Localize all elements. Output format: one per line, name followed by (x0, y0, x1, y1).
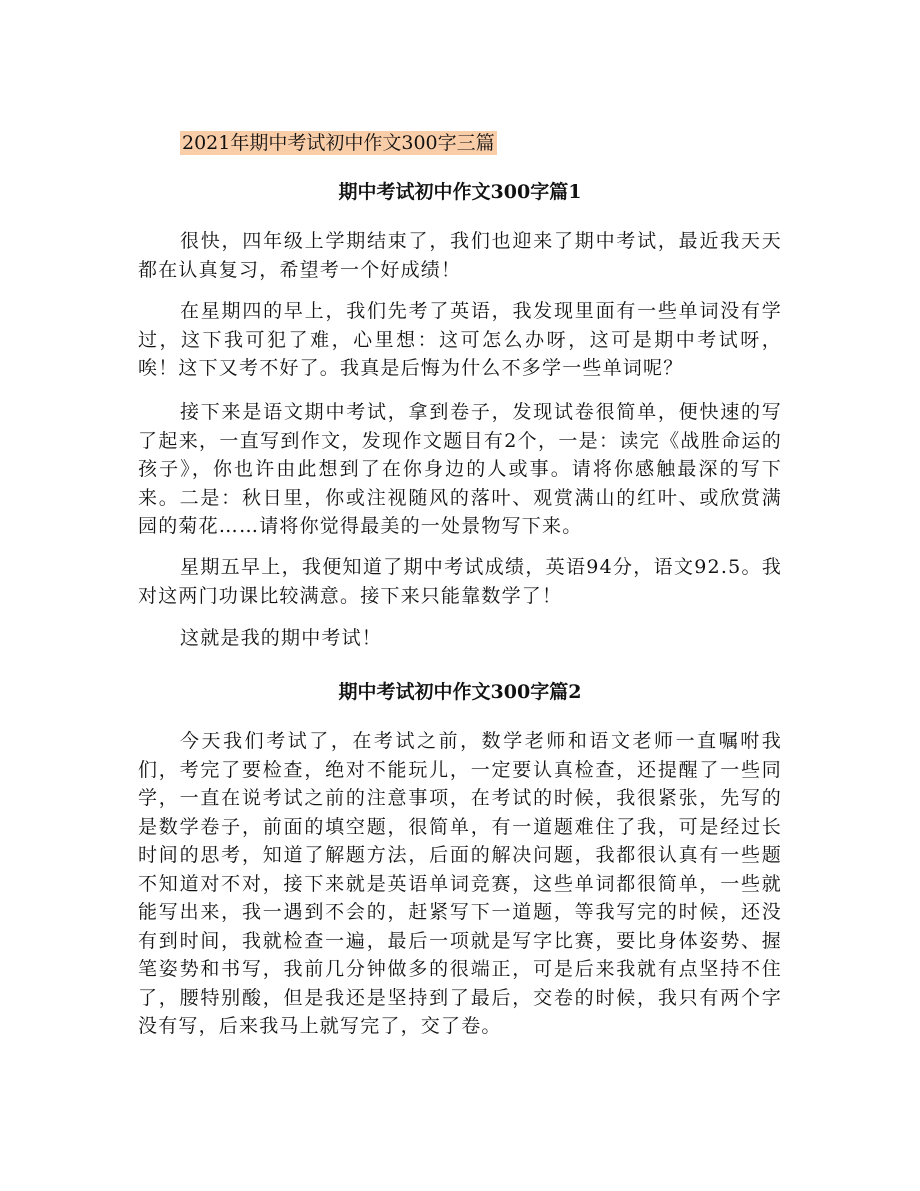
paragraph: 这就是我的期中考试！ (180, 627, 383, 649)
paragraph: 在星期四的早上，我们先考了英语，我发现里面有一些单词没有学过，这下我可犯了难，心里想：这可怎么办呀，这可是期中考试呀，唉！这下又考不好了。我真是后悔为什么不多学一些单词呢？ (138, 300, 782, 379)
paragraph: 接下来是语文期中考试，拿到卷子，发现试卷很简单，便快速的写了起来，一直写到作文，发现作文题目有2个，一是：读完《战胜命运的孩子》，你也许由此想到了在你身边的人或事。请将你感触最深的写下来。二是：秋日里，你或注视随风的落叶、观赏满山的红叶、或欣赏满园的菊花……请将你觉得最美的一处景物写下来。 (138, 401, 782, 537)
paragraph: 星期五早上，我便知道了期中考试成绩，英语94分，语文92.5。我对这两门功课比较满意。接下来只能靠数学了！ (138, 556, 782, 607)
section-heading-1: 期中考试初中作文300字篇1 (338, 181, 582, 203)
document-title: 2021年期中考试初中作文300字三篇 (182, 132, 495, 154)
paragraph: 今天我们考试了，在考试之前，数学老师和语文老师一直嘱咐我们，考完了要检查，绝对不能玩儿，一定要认真检查，还提醒了一些同学，一直在说考试之前的注意事项，在考试的时候，我很紧张，先写的是数学卷子，前面的填空题，很简单，有一道题难住了我，可是经过长时间的思考，知道了解题方法，后面的解决问题，我都很认真有一些题不知道对不对，接下来就是英语单词竞赛，这些单词都很简单，一些就能写出来，我一遇到不会的，赶紧写下一道题，等我写完的时候，还没有到时间，我就检查一遍，最后一项就是写字比赛，要比身体姿势、握笔姿势和书写，我前几分钟做多的很端正，可是后来我就有点坚持不住了，腰特别酸，但是我还是坚持到了最后，交卷的时候，我只有两个字没有写，后来我马上就写完了，交了卷。 (138, 730, 782, 1037)
section-heading-2: 期中考试初中作文300字篇2 (338, 681, 582, 703)
paragraph: 很快，四年级上学期结束了，我们也迎来了期中考试，最近我天天都在认真复习，希望考一个好成绩！ (138, 230, 782, 281)
